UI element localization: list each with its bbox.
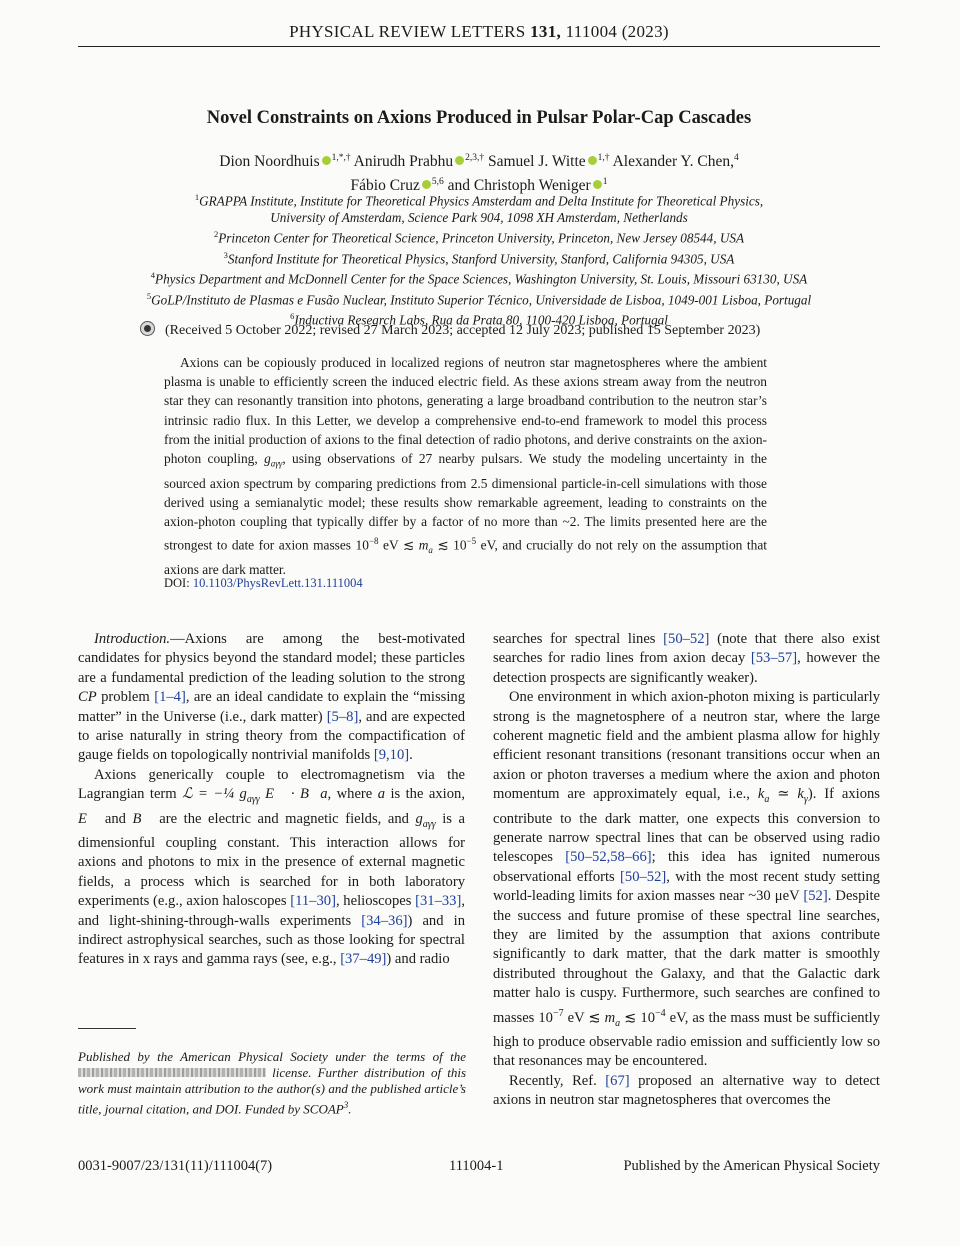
header-rule <box>78 46 880 47</box>
affiliations <box>60 189 898 328</box>
footer-issn: 0031-9007/23/131(11)/111004(7) <box>78 1158 273 1174</box>
footer-page-number: 111004-1 <box>449 1158 504 1174</box>
author-conjunction: and <box>447 177 470 195</box>
footer-publisher: Published by the American Physical Society <box>623 1158 880 1174</box>
author-affil: 2,3,† <box>465 153 485 163</box>
author-name[interactable]: Dion Noordhuis <box>219 153 320 171</box>
left-column <box>78 630 465 970</box>
author-name[interactable]: Anirudh Prabhu <box>353 153 454 171</box>
running-head <box>78 22 880 42</box>
right-column <box>493 630 880 1110</box>
citation-link[interactable]: [31–33] <box>415 893 462 910</box>
paragraph: Introduction.—Axions are among the best-motivated candidates for physics beyond the standard model; these particles are a fundamental prediction of the leading solution to the strong CP problem [1–4], are an ideal candidate to explain the “missing matter” in the Universe (i.e., dark matter) [5–8], and are expected to arise naturally in string theory from the compactification of gauge fields on topologically nontrivial manifolds [9,10]. <box>78 631 465 764</box>
journal-volume: 131, <box>530 22 562 41</box>
doi-line <box>164 576 363 591</box>
author-name[interactable]: Fábio Cruz <box>350 177 420 195</box>
citation-link[interactable]: [34–36] <box>361 912 408 929</box>
citation-link[interactable]: [50–52,58–66] <box>565 849 652 866</box>
journal-name: PHYSICAL REVIEW LETTERS <box>289 22 526 41</box>
license-footnote: Published by the American Physical Society under the terms of the license. Further distribution of this work must maintain attribution to the author(s) and the published article’s title, journal citation, and DOI. Funded by SCOAP$^3$. <box>78 1049 467 1117</box>
citation-link[interactable]: [9,10] <box>373 747 410 764</box>
author-affil: 1,*,† <box>331 153 351 163</box>
received-text: (Received 5 October 2022; revised 27 March 2023; accepted 12 July 2023; published 15 September 2023) <box>165 323 761 338</box>
journal-citation: 111004 (2023) <box>565 22 669 41</box>
orcid-icon[interactable] <box>422 180 431 189</box>
author-affil: 5,6 <box>431 177 444 188</box>
orcid-icon[interactable] <box>455 156 464 165</box>
citation-link[interactable]: [53–57] <box>750 650 798 667</box>
author-name[interactable]: Christoph Weniger <box>473 177 591 195</box>
citation-link[interactable]: [5–8] <box>326 708 359 725</box>
footnote-rule <box>78 1028 136 1029</box>
affiliation-line: $^5$GoLP/Instituto de Plasmas e Fusão Nuclear, Instituto Superior Técnico, Universidade de Lisboa, 1049-001 Lisboa, Portugal <box>146 290 812 307</box>
doi-label: DOI: <box>164 576 190 590</box>
paragraph: Recently, Ref. [67] proposed an alternative way to detect axions in neutron star magnetospheres that overcomes the <box>493 1072 880 1109</box>
citation-link[interactable]: [50–52] <box>663 631 710 647</box>
citation-link[interactable]: [52] <box>803 888 828 905</box>
affiliation-line: $^6$Inductiva Research Labs, Rua da Prata 80, 1100-420 Lisboa, Portugal <box>290 310 668 328</box>
orcid-icon[interactable] <box>588 156 597 165</box>
author-affil: 1,† <box>597 153 610 163</box>
affiliation-line: $^3$Stanford Institute for Theoretical Physics, Stanford University, Stanford, California 94305, USA <box>223 249 735 267</box>
affiliation-line: $^2$Princeton Center for Theoretical Science, Princeton University, Princeton, New Jersey 08544, USA <box>213 229 745 246</box>
paragraph: Axions generically couple to electromagnetism via the Lagrangian term ℒ = −¼ $g_{a\gamma\gamma}$ E⃗ · B⃗a, where a is the axion, E⃗ and B⃗ are the electric and magnetic fields, and $g_{a\gamma\gamma}$ is a dimensionful coupling constant. This interaction allows for axions and photons to mix in the presence of external magnetic fields, a process which is searched for in both laboratory experiments (e.g., axion haloscopes [11–30], helioscopes [31–33], and light-shining-through-walls experiments [34–36]) and in indirect astrophysical searches, such as those looking for spectral features in x rays and gamma rays (see, e.g., [37–49]) and radio <box>78 766 465 968</box>
paragraph: One environment in which axion-photon mixing is particularly strong is the magnetosphere of a neutron star, where the large coherent magnetic field and the ambient plasma allow for highly efficient resonant transitions (resonant transitions occur when an axion or photon traverses a medium where the axion and photon momentum are approximately equal, i.e., $k_a$ ≃ $k_\gamma$). If axions contribute to the dark matter, one expects this conversion to generate narrow spectral lines that can be observed using radio telescopes [50–52,58–66]; this idea has ignited numerous observational efforts [50–52], with the most recent study setting world-leading limits for axion masses near ~30 μeV [52]. Despite the success and future promise of these spectral line searches, they are limited by the assumption that axions contribute significantly to dark matter, that the dark matter is smoothly distributed throughout the Galaxy, and that the Galactic dark matter halo is cuspy. Furthermore, such searches are confined to masses $10^{-7}$ eV ≲ $m_a$ ≲ $10^{-4}$ eV, as the mass must be sufficiently high to produce observable radio emission and sufficiently low so that resonances may be encountered. <box>493 689 881 1070</box>
author-name[interactable]: Samuel J. Witte <box>487 153 586 171</box>
orcid-icon[interactable] <box>322 156 331 165</box>
author-affil: 1 <box>602 177 608 188</box>
doi-link[interactable]: 10.1103/PhysRevLett.131.111004 <box>192 576 363 590</box>
license-link-blurred[interactable] <box>78 1068 266 1077</box>
chorus-icon[interactable] <box>140 321 155 336</box>
author-affil: 4 <box>733 153 739 163</box>
paragraph: searches for spectral lines [50–52] (note that there also exist searches for radio lines from axion decay [53–57], however the detection prospects are significantly weaker). <box>493 631 880 686</box>
paper-title: Novel Constraints on Axions Produced in Pulsar Polar-Cap Cascades <box>206 108 752 128</box>
author-name[interactable]: Alexander Y. Chen, <box>612 153 734 171</box>
citation-link[interactable]: [11–30] <box>290 893 336 910</box>
affiliation-line: $^4$Physics Department and McDonnell Center for the Space Sciences, Washington University, St. Louis, Missouri 63130, USA <box>150 270 808 287</box>
citation-link[interactable]: [67] <box>605 1072 630 1089</box>
abstract: Axions can be copiously produced in localized regions of neutron star magnetospheres where the ambient plasma is unable to efficiently screen the induced electric field. As these axions stream away from the neutron star they can resonantly transition into photons, generating a large broadband contribution to the neutron star’s intrinsic radio flux. In this Letter, we develop a comprehensive end-to-end framework to model this process from the initial production of axions to the final detection of radio photons, and derive constraints on the axion-photon coupling, $g_{a\gamma\gamma}$, using observations of 27 nearby pulsars. We study the modeling uncertainty in the sourced axion spectrum by comparing predictions from 2.5 dimensional particle-in-cell simulations with those derived using a semianalytic model; these results show remarkable agreement, leading to constraints on the axion-photon coupling that typically differ by a factor of no more than ~2. The limits presented here are the strongest to date for axion masses $10^{-8}$ eV ≲ $m_a$ ≲ $10^{-5}$ eV, and crucially do not rely on the assumption that axions are dark matter. <box>164 355 768 577</box>
affiliation-line: University of Amsterdam, Science Park 904, 1098 XH Amsterdam, Netherlands <box>270 210 688 226</box>
citation-link[interactable]: [50–52] <box>620 868 667 885</box>
citation-link[interactable]: [37–49] <box>340 951 387 968</box>
citation-link[interactable]: [1–4] <box>154 689 186 706</box>
orcid-icon[interactable] <box>593 180 602 189</box>
affiliation-line: $^1$GRAPPA Institute, Institute for Theoretical Physics Amsterdam and Delta Institute for Theoretical Physics, <box>194 192 764 209</box>
received-dates <box>140 321 840 340</box>
